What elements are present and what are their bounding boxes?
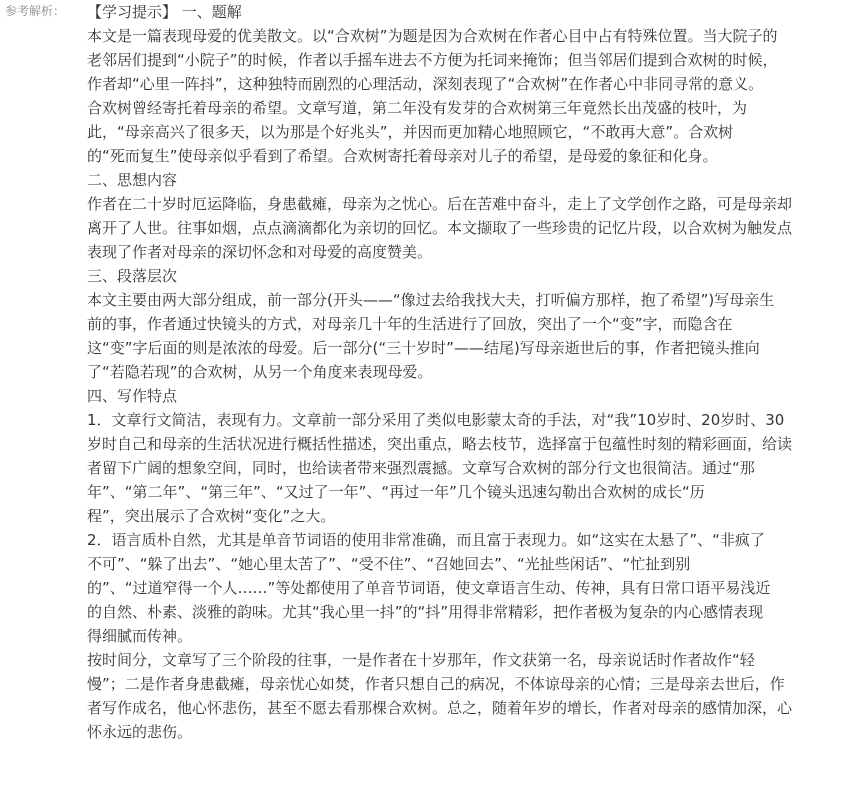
text-line: 了“若隐若现”的合欢树，从另一个角度来表现母爱。 xyxy=(87,363,433,381)
reference-analysis-label: 参考解析： xyxy=(5,4,66,18)
text-line: 此，“母亲高兴了很多天，以为那是个好兆头”，并因而更加精心地照顾它，“不敢再大意”。合欢树 xyxy=(87,123,734,141)
text-line: 怀永远的悲伤。 xyxy=(87,723,193,741)
text-line: 本文是一篇表现母爱的优美散文。以“合欢树”为题是因为合欢树在作者心目中占有特殊位置。当大院子的 xyxy=(87,27,778,45)
text-line: 岁时自己和母亲的生活状况进行概括性描述，突出重点，略去枝节，选择富于包蕴性时刻的精彩画面，给读 xyxy=(87,435,793,453)
text-line: 的自然、朴素、淡雅的韵味。尤其“我心里一抖”的“抖”用得非常精彩，把作者极为复杂的内心感情表现 xyxy=(87,603,764,621)
text-line: 这“变”字后面的则是浓浓的母爱。后一部分(“三十岁时”——结尾)写母亲逝世后的事，作者把镜头推向 xyxy=(87,339,760,357)
text-line: 程”，突出展示了合欢树“变化”之大。 xyxy=(87,507,336,525)
text-line: 作者在二十岁时厄运降临，身患截瘫，母亲为之忧心。后在苦难中奋斗，走上了文学创作之路，可是母亲却 xyxy=(87,195,793,213)
text-line: 2．语言质朴自然，尤其是单音节词语的使用非常准确，而且富于表现力。如“这实在太悬了”、“非疯了 xyxy=(87,531,765,549)
text-line: 得细腻而传神。 xyxy=(87,627,193,645)
section-heading: 三、段落层次 xyxy=(87,267,178,285)
text-line: 表现了作者对母亲的深切怀念和对母爱的高度赞美。 xyxy=(87,243,433,261)
text-line: 老邻居们提到“小院子”的时候，作者以手摇车进去不方便为托词来掩饰；但当邻居们提到合欢树的时候， xyxy=(87,51,778,69)
text-line: 【学习提示】 一、题解 xyxy=(87,3,242,21)
text-line: 作者却“心里一阵抖”，这种独特而剧烈的心理活动，深刻表现了“合欢树”在作者心中非同寻常的意义。 xyxy=(87,75,764,93)
text-line: 按时间分，文章写了三个阶段的往事，一是作者在十岁那年，作文获第一名，母亲说话时作者故作“轻 xyxy=(87,651,755,669)
text-line: 者留下广阔的想象空间，同时，也给读者带来强烈震撼。文章写合欢树的部分行文也很简洁。通过“那 xyxy=(87,459,755,477)
text-line: 年”、“第二年”、“第三年”、“又过了一年”、“再过一年”几个镜头迅速勾勒出合欢树的成长“历 xyxy=(87,483,705,501)
text-line: 不可”、“躲了出去”、“她心里太苦了”、“受不住”、“召她回去”、“光扯些闲话”、“忙扯到别 xyxy=(87,555,691,573)
text-line: 的”、“过道窄得一个人……”等处都使用了单音节词语，使文章语言生动、传神，具有日常口语平易浅近 xyxy=(87,579,771,597)
text-line: 的“死而复生”使母亲似乎看到了希望。合欢树寄托着母亲对儿子的希望，是母爱的象征和化身。 xyxy=(87,147,718,165)
text-line: 慢”；二是作者身患截瘫，母亲忧心如焚，作者只想自己的病况，不体谅母亲的心情；三是母亲去世后，作 xyxy=(87,675,785,693)
section-heading: 四、写作特点 xyxy=(87,387,178,405)
text-line: 者写作成名，他心怀悲伤，甚至不愿去看那棵合欢树。总之，随着年岁的增长，作者对母亲的感情加深，心 xyxy=(87,699,793,717)
analysis-content xyxy=(87,0,842,744)
text-line: 合欢树曾经寄托着母亲的希望。文章写道，第二年没有发芽的合欢树第三年竟然长出茂盛的枝叶，为 xyxy=(87,99,748,117)
text-line: 前的事，作者通过快镜头的方式，对母亲几十年的生活进行了回放，突出了一个“变”字，而隐含在 xyxy=(87,315,733,333)
text-line: 本文主要由两大部分组成，前一部分(开头——“像过去给我找大夫，打听偏方那样，抱了希望”)写母亲生 xyxy=(87,291,775,309)
text-line: 离开了人世。往事如烟，点点滴滴都化为亲切的回忆。本文撷取了一些珍贵的记忆片段，以合欢树为触发点 xyxy=(87,219,793,237)
section-heading: 二、思想内容 xyxy=(87,171,178,189)
text-line: 1．文章行文简洁，表现有力。文章前一部分采用了类似电影蒙太奇的手法，对“我”10岁时、20岁时、30 xyxy=(87,411,785,429)
